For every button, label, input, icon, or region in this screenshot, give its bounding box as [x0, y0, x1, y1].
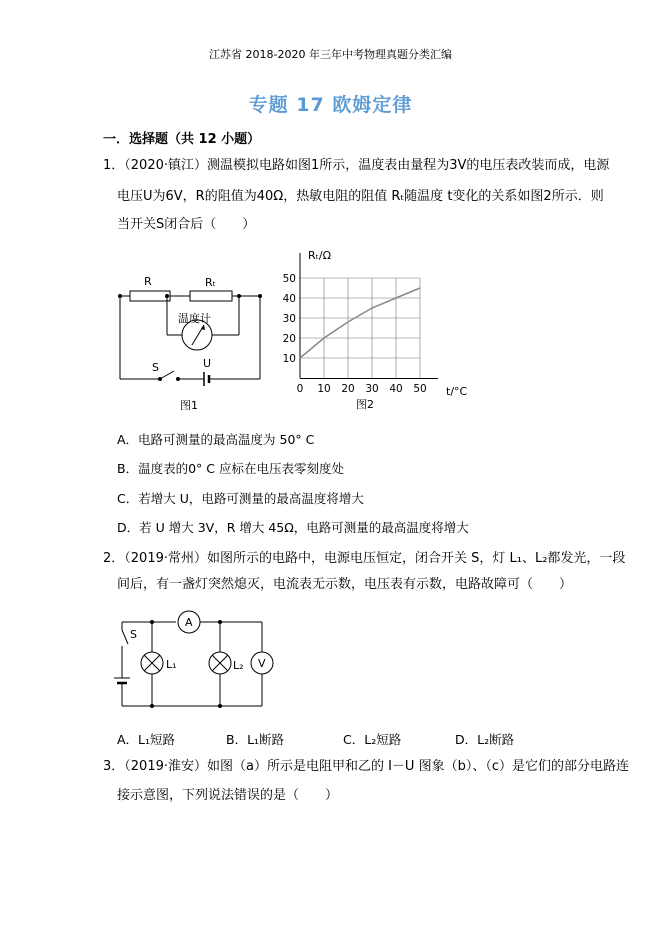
x-axis-label: t/°C [446, 385, 468, 398]
q1-option-b: B．温度表的0° C 应标在电压表零刻度处 [117, 461, 344, 476]
q1-line-1: 1．（2020·镇江）测温模拟电路如图1所示，温度表由量程为3V的电压表改装而成，电源 [103, 158, 610, 173]
q1-line-2: 电压U为6V，R的阻值为40Ω，热敏电阻的阻值 Rₜ随温度 t变化的关系如图2所示．则 [117, 189, 604, 204]
q2-line-1: 2．（2019·常州）如图所示的电路中，电源电压恒定，闭合开关 S，灯 L₁、L₂都发光，一段 [103, 551, 626, 566]
q2-line-2: 间后，有一盏灯突然熄灭，电流表无示数，电压表有示数，电路故障可（ ） [117, 577, 573, 592]
label-meter: 温度计 [178, 312, 211, 325]
q2-option-c: C．L₂短路 [343, 732, 402, 747]
y-tick-label: 10 [282, 353, 296, 365]
resistor-r [130, 291, 170, 301]
label-s: S [152, 361, 159, 374]
y-tick-label: 20 [282, 333, 296, 345]
q3-line-1: 3．（2019·淮安）如图（a）所示是电阻甲和乙的 I－U 图象（b）、（c）是它们的部分电路连 [103, 759, 629, 774]
q1-option-a: A．电路可测量的最高温度为 50° C [117, 432, 315, 447]
q1-figure-2-chart [280, 245, 480, 415]
label-l1: L₁ [166, 658, 177, 671]
x-tick-label: 20 [341, 383, 355, 395]
q2-circuit-figure [112, 608, 277, 716]
x-tick-label: 50 [413, 383, 427, 395]
x-tick-label: 10 [317, 383, 331, 395]
y-tick-label: 40 [282, 293, 296, 305]
label-v: V [258, 657, 266, 670]
label-l2: L₂ [233, 659, 244, 672]
q1-option-d: D．若 U 增大 3V，R 增大 45Ω，电路可测量的最高温度将增大 [117, 520, 469, 535]
label-u: U [203, 357, 212, 370]
x-tick-label: 30 [365, 383, 379, 395]
series-line-rt [300, 288, 420, 358]
page-header: 江苏省 2018-2020 年三年中考物理真题分类汇编 [209, 48, 452, 61]
q2-option-d: D．L₂断路 [455, 732, 515, 747]
q1-figure-1-circuit [112, 265, 272, 415]
switch-s [122, 630, 128, 644]
label-s: S [130, 628, 137, 641]
q1-option-c: C．若增大 U，电路可测量的最高温度将增大 [117, 491, 364, 506]
y-tick-label: 50 [282, 273, 296, 285]
q2-option-b: B．L₁断路 [226, 732, 285, 747]
label-rt: Rₜ [205, 276, 216, 289]
q2-option-a: A．L₁短路 [117, 732, 176, 747]
switch-s [160, 371, 174, 379]
caption-fig2: 图2 [356, 398, 374, 411]
caption-fig1: 图1 [180, 399, 198, 412]
q1-line-3: 当开关S闭合后（ ） [117, 217, 256, 232]
resistor-rt [190, 291, 232, 301]
page-title: 专题 17 欧姆定律 [248, 94, 413, 116]
label-a: A [185, 616, 193, 629]
q3-line-2: 接示意图，下列说法错误的是（ ） [117, 788, 339, 803]
label-r: R [144, 275, 152, 288]
y-tick-label: 30 [282, 313, 296, 325]
section-heading: 一．选择题（共 12 小题） [103, 132, 261, 147]
x-tick-label: 40 [389, 383, 403, 395]
y-axis-label: Rₜ/Ω [308, 249, 331, 262]
x-tick-label: 0 [296, 383, 304, 395]
